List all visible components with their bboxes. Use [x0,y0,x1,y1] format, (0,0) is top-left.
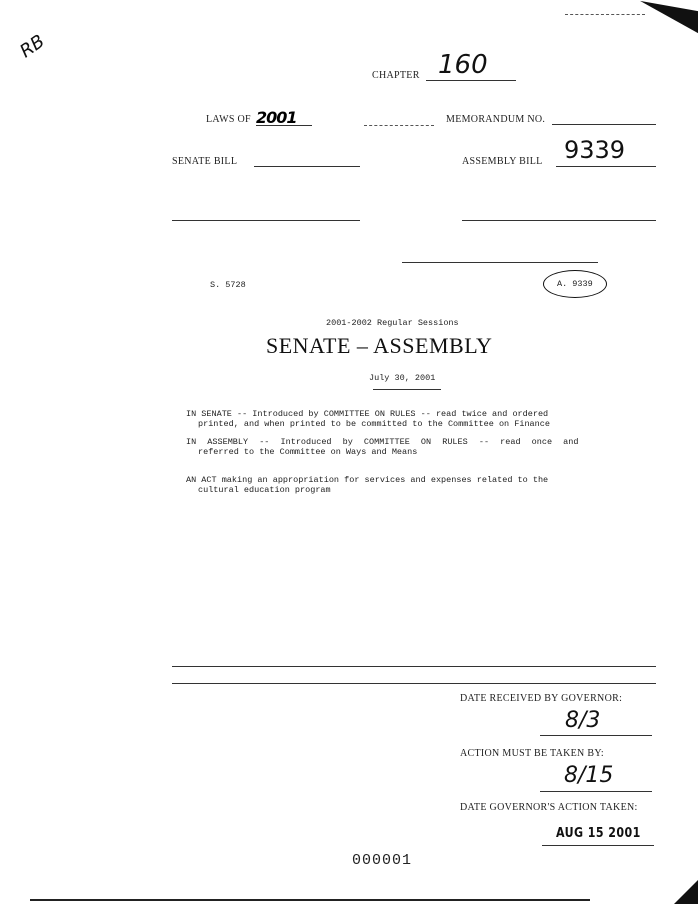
divider-rule-2 [172,683,656,684]
assembly-bill-underline [556,166,656,167]
senate-bill-number: S. 5728 [210,280,246,290]
assembly-intro-line1: IN ASSEMBLY -- Introduced by COMMITTEE ON RULES -- read once and [186,437,579,447]
act-title-line1: AN ACT making an appropriation for services and expenses related to the [186,475,549,485]
action-taken-label: DATE GOVERNOR'S ACTION TAKEN: [460,802,638,813]
senate-bill-label: SENATE BILL [172,156,238,167]
blank-line-right [462,220,656,221]
laws-of-underline [256,125,312,126]
bottom-edge-line [30,899,590,901]
laws-of-extension [364,125,434,126]
assembly-bill-label: ASSEMBLY BILL [462,156,543,167]
top-corner-mark [640,1,698,33]
action-must-value: 8/15 [564,763,614,788]
margin-initials: RB [16,30,49,63]
act-title-line2: cultural education program [198,485,331,495]
main-title: SENATE – ASSEMBLY [266,333,493,358]
laws-of-label: LAWS OF [206,114,251,125]
blank-line-upper-right [402,262,598,263]
assembly-bill-number: A. 9339 [557,279,593,289]
divider-rule-1 [172,666,656,667]
blank-line-left [172,220,360,221]
action-taken-stamp: AUG 15 2001 [556,826,641,841]
bottom-corner-mark [674,880,698,904]
senate-bill-underline [254,166,360,167]
assembly-intro-line2: referred to the Committee on Ways and Means [198,447,418,457]
date-underline [373,389,441,390]
introduction-date: July 30, 2001 [369,373,436,383]
senate-intro-line2: printed, and when printed to be committed to the Committee on Finance [198,419,550,429]
chapter-label: CHAPTER [372,70,420,81]
senate-intro-line1: IN SENATE -- Introduced by COMMITTEE ON RULES -- read twice and ordered [186,409,549,419]
page-number: 000001 [352,852,413,869]
chapter-underline [426,80,516,81]
action-must-underline [540,791,652,792]
action-must-label: ACTION MUST BE TAKEN BY: [460,748,605,759]
chapter-number: 160 [438,50,488,80]
action-taken-underline [542,845,654,846]
sessions-label: 2001-2002 Regular Sessions [326,318,459,328]
top-edge-dash [565,14,645,15]
laws-of-year: 2001 [256,108,297,127]
assembly-bill-value: 9339 [564,136,626,164]
date-received-value: 8/3 [565,708,601,733]
date-received-underline [540,735,652,736]
memorandum-underline [552,124,656,125]
memorandum-label: MEMORANDUM NO. [446,114,546,125]
date-received-label: DATE RECEIVED BY GOVERNOR: [460,693,623,704]
